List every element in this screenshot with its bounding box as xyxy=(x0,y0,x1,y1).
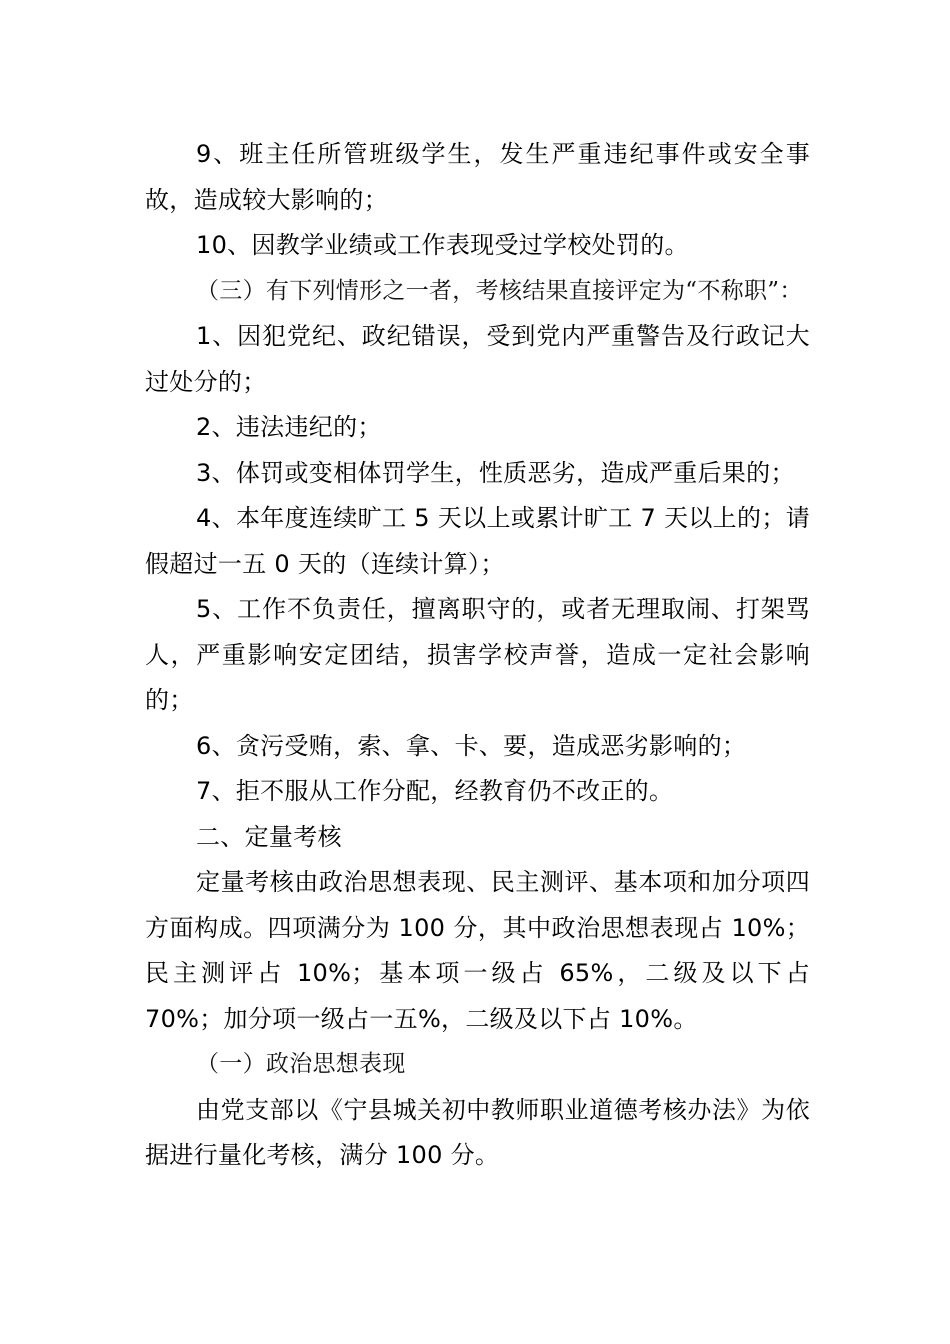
subsection-heading-political: （一）政治思想表现 xyxy=(196,1051,406,1077)
paragraph-item-3: 3、体罚或变相体罚学生，性质恶劣，造成严重后果的； xyxy=(196,458,795,487)
paragraph-item-2: 2、违法违纪的； xyxy=(196,413,382,441)
paragraph-item-6: 6、贪污受贿，索、拿、卡、要，造成恶劣影响的； xyxy=(196,731,747,760)
paragraph-item-7: 7、拒不服从工作分配，经教育仍不改正的。 xyxy=(196,777,674,805)
paragraph-item-10: 10、因教学业绩或工作表现受过学校处罚的。 xyxy=(196,231,689,259)
section-heading-3: （三）有下列情形之一者，考核结果直接评定为“不称职”： xyxy=(196,277,803,304)
paragraph-political-assessment: 由党支部以《宁县城关初中教师职业道德考核办法》为依据进行量化考核，满分 100 分。 xyxy=(145,1095,810,1169)
paragraph-quantitative-intro: 定量考核由政治思想表现、民主测评、基本项和加分项四方面构成。四项满分为 100 分，其中政治思想表现占 10%；民主测评占 10%；基本项一级占 65%，二级及以下占 70%；加分项一级占一五%，二级及以下占 10%。 xyxy=(145,868,810,1033)
paragraph-item-4: 4、本年度连续旷工 5 天以上或累计旷工 7 天以上的；请假超过一五 0 天的（连续计算）； xyxy=(145,504,810,578)
section-heading-quantitative: 二、定量考核 xyxy=(196,822,342,851)
paragraph-item-1: 1、因犯党纪、政纪错误，受到党内严重警告及行政记大过处分的； xyxy=(145,322,810,396)
paragraph-item-5: 5、工作不负责任，擅离职守的，或者无理取闹、打架骂人，严重影响安定团结，损害学校声誉，造成一定社会影响的； xyxy=(145,595,810,714)
paragraph-item-9: 9、班主任所管班级学生，发生严重违纪事件或安全事故，造成较大影响的； xyxy=(145,140,810,214)
document-body xyxy=(145,132,810,1179)
